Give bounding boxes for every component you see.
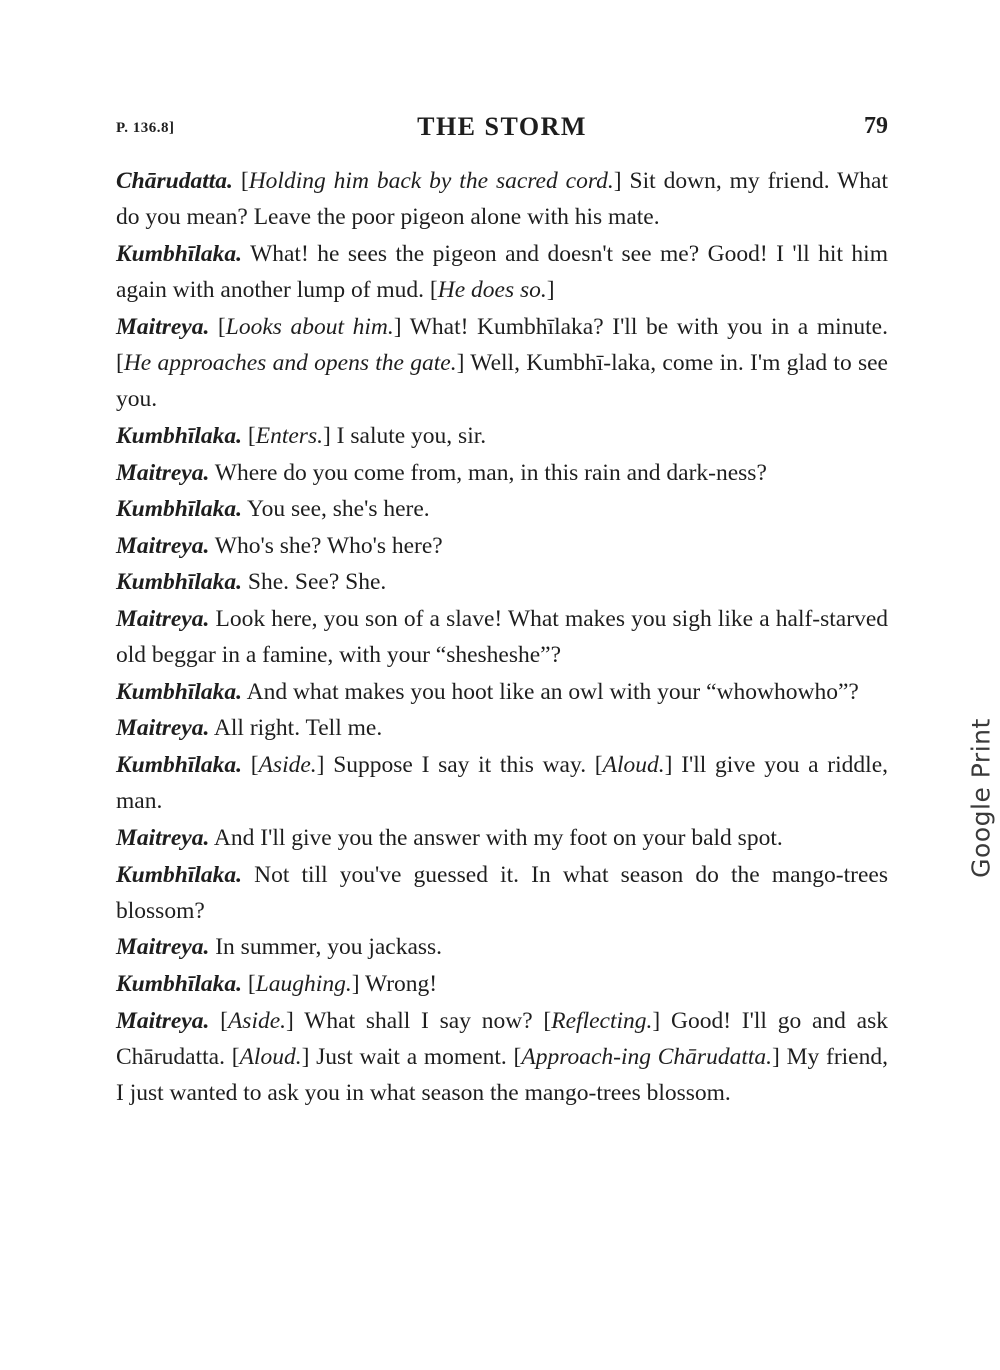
speaker-name: Kumbhīlaka. [116, 240, 243, 267]
stage-direction: Aloud. [239, 1043, 302, 1070]
dialogue-text: Look here, you son of a slave! What makes you sigh like a half-starved old beggar in a famine, with your “shesheshe”? [116, 605, 888, 669]
dialogue-paragraph [116, 966, 888, 1002]
dialogue-body [116, 163, 888, 1112]
dialogue-paragraph [116, 163, 888, 236]
speaker-name: Kumbhīlaka. [116, 678, 243, 705]
speaker-name: Kumbhīlaka. [116, 752, 243, 779]
dialogue-paragraph [116, 601, 888, 674]
stage-direction: Aside. [258, 752, 317, 779]
dialogue-text: ] I salute you, sir. [322, 422, 487, 449]
dialogue-paragraph [116, 1003, 888, 1112]
dialogue-text: ] Sit down, my friend. What do you mean? Leave the poor pigeon alone with his mate. [116, 168, 889, 231]
dialogue-paragraph [116, 309, 888, 418]
stage-direction: Looks about him. [225, 313, 394, 340]
dialogue-text: She. See? She. [242, 569, 387, 596]
speaker-name: Maitreya. [116, 532, 210, 559]
dialogue-text: [ [209, 1007, 228, 1034]
dialogue-paragraph [116, 418, 888, 454]
watermark-text: Google Print [966, 717, 996, 878]
dialogue-text: [ [232, 168, 249, 194]
speaker-name: Kumbhīlaka. [116, 569, 243, 596]
dialogue-text: You see, she's here. [242, 496, 430, 523]
speaker-name: Maitreya. [116, 459, 210, 486]
speaker-name: Maitreya. [116, 1007, 210, 1034]
stage-direction: Laughing. [255, 970, 352, 997]
dialogue-paragraph [116, 710, 888, 746]
stage-direction: Approach-ing Chārudatta. [521, 1043, 773, 1070]
dialogue-text: ] My friend, I just wanted to ask you in what season the mango-trees blossom. [116, 1043, 888, 1107]
dialogue-text: [ [209, 313, 226, 340]
dialogue-paragraph [116, 674, 888, 710]
dialogue-text: ] Well, Kumbhī-laka, come in. I'm glad to see you. [116, 350, 888, 413]
speaker-name: Kumbhīlaka. [116, 970, 243, 997]
stage-direction: Aside. [227, 1007, 287, 1034]
dialogue-text: Not till you've guessed it. In what season do the mango-trees blossom? [116, 861, 888, 924]
dialogue-paragraph [116, 820, 888, 856]
speaker-name: Chārudatta. [116, 168, 233, 194]
dialogue-paragraph [116, 236, 888, 309]
dialogue-text: Who's she? Who's here? [209, 532, 443, 559]
speaker-name: Kumbhīlaka. [116, 496, 243, 523]
dialogue-text: ] [546, 277, 555, 304]
stage-direction: He does so. [437, 277, 547, 304]
speaker-name: Maitreya. [116, 605, 210, 632]
stage-direction: Enters. [255, 422, 323, 449]
dialogue-text: What! he sees the pigeon and doesn't see me? Good! I 'll hit him again with another lump of mud. [ [116, 240, 888, 304]
dialogue-text: ] What shall I say now? [ [286, 1007, 552, 1034]
speaker-name: Kumbhīlaka. [116, 861, 243, 888]
dialogue-paragraph [116, 491, 888, 527]
page-header [116, 112, 888, 146]
dialogue-text: [ [242, 422, 256, 449]
stage-direction: Holding him back by the sacred cord. [248, 168, 614, 194]
dialogue-paragraph [116, 747, 888, 820]
dialogue-text: In summer, you jackass. [209, 934, 443, 961]
dialogue-text: ] What! Kumbhīlaka? I'll be with you in a minute. [ [116, 313, 888, 377]
stage-direction: Reflecting. [551, 1007, 653, 1034]
dialogue-text: ] I'll give you a riddle, man. [116, 752, 888, 815]
dialogue-text: ] Just wait a moment. [ [301, 1043, 522, 1070]
dialogue-text: [ [242, 970, 256, 997]
speaker-name: Maitreya. [116, 824, 210, 851]
dialogue-text: [ [242, 752, 259, 779]
running-title: THE STORM [417, 112, 587, 141]
page-number: 79 [864, 113, 888, 139]
google-print-watermark [966, 710, 996, 885]
stage-direction: Aloud. [602, 752, 665, 779]
dialogue-text: ] Wrong! [351, 970, 438, 997]
speaker-name: Maitreya. [116, 934, 210, 961]
stage-direction: He approaches and opens the gate. [123, 350, 457, 377]
dialogue-text: And I'll give you the answer with my foot on your bald spot. [209, 824, 783, 851]
speaker-name: Maitreya. [116, 313, 210, 340]
dialogue-paragraph [116, 528, 888, 564]
dialogue-paragraph [116, 857, 888, 930]
dialogue-text: Where do you come from, man, in this rain and dark-ness? [209, 459, 767, 486]
dialogue-paragraph [116, 564, 888, 600]
dialogue-paragraph [116, 929, 888, 965]
dialogue-text: ] Suppose I say it this way. [ [316, 752, 603, 779]
dialogue-paragraph [116, 455, 888, 491]
speaker-name: Kumbhīlaka. [116, 422, 243, 449]
dialogue-text: ] Good! I'll go and ask Chārudatta. [ [116, 1007, 889, 1070]
dialogue-text: And what makes you hoot like an owl with your “whowhowho”? [242, 678, 859, 705]
speaker-name: Maitreya. [116, 715, 210, 742]
dialogue-text: All right. Tell me. [209, 715, 383, 742]
page-reference: P. 136.8] [116, 120, 175, 136]
